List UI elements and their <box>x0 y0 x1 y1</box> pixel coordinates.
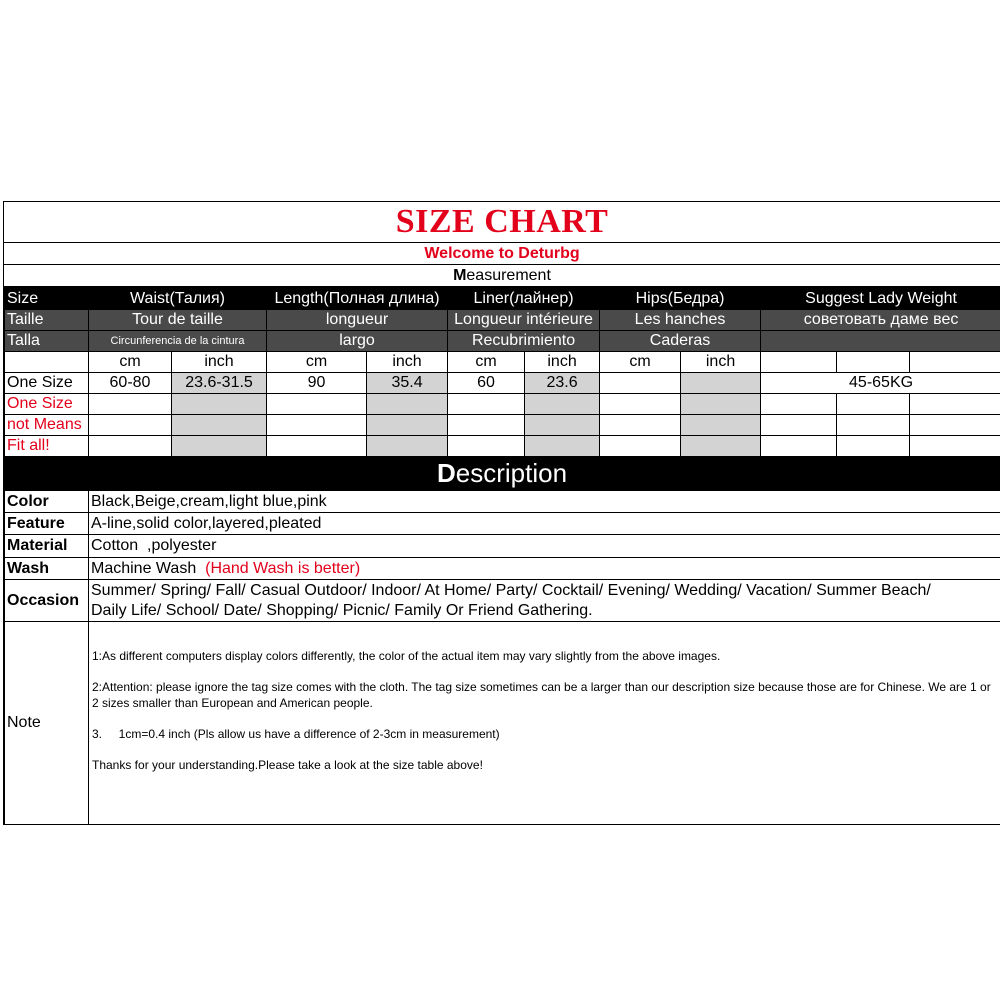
wash-row <box>5 558 1000 580</box>
empty-cell <box>761 415 837 436</box>
empty-cell <box>910 415 1000 436</box>
feature-value: A-line,solid color,layered,pleated <box>89 513 1000 535</box>
empty-row <box>5 415 1000 436</box>
color-label: Color <box>5 491 89 513</box>
empty-cell <box>837 436 910 457</box>
french-hips: Les hanches <box>600 310 761 331</box>
hips-inch-value <box>681 373 761 394</box>
measurement-heading <box>4 265 1000 287</box>
measurement-rest: easurement <box>466 266 551 284</box>
description-initial: D <box>436 457 456 488</box>
empty-cell <box>448 415 525 436</box>
measurement-table <box>4 287 1000 457</box>
welcome-banner: Welcome to Deturbg <box>4 243 1000 265</box>
empty-cell <box>910 436 1000 457</box>
description-heading <box>4 457 1000 490</box>
empty-cell <box>172 436 267 457</box>
spanish-weight <box>761 331 1000 352</box>
spanish-hips: Caderas <box>600 331 761 352</box>
french-row <box>5 310 1000 331</box>
empty-cell <box>367 415 448 436</box>
empty-cell <box>600 436 681 457</box>
measurement-initial: M <box>453 266 467 284</box>
empty-cell <box>448 436 525 457</box>
occasion-row <box>5 580 1000 622</box>
unit-cm: cm <box>89 352 172 373</box>
fit-note-line: Fit all! <box>5 436 89 457</box>
color-row <box>5 491 1000 513</box>
unit-cm: cm <box>600 352 681 373</box>
unit-inch: inch <box>525 352 600 373</box>
empty-cell <box>600 394 681 415</box>
liner-cm-value: 60 <box>448 373 525 394</box>
description-table <box>4 490 1000 825</box>
fit-note-line: not Means <box>5 415 89 436</box>
empty-cell <box>761 436 837 457</box>
note-paragraph: 3. 1cm=0.4 inch (Pls allow us have a difference of 2-3cm in measurement) <box>92 727 500 741</box>
spanish-waist: Circunferencia de la cintura <box>89 331 267 352</box>
unit-inch: inch <box>367 352 448 373</box>
empty-cell <box>448 394 525 415</box>
empty-cell <box>367 394 448 415</box>
material-value <box>89 535 1000 558</box>
empty-cell <box>367 436 448 457</box>
french-weight: советовать даме вес <box>761 310 1000 331</box>
occasion-line: Summer/ Spring/ Fall/ Casual Outdoor/ Indoor/ At Home/ Party/ Cocktail/ Evening/ Wedding/ Vacation/ Summer Beach/ <box>91 581 931 599</box>
occasion-value <box>89 580 1000 622</box>
empty-cell <box>89 415 172 436</box>
weight-blank <box>910 352 1000 373</box>
occasion-label: Occasion <box>5 580 89 622</box>
feature-label: Feature <box>5 513 89 535</box>
wash-hint: (Hand Wash is better) <box>205 559 361 577</box>
header-length: Length(Полная длина) <box>267 288 448 310</box>
empty-cell <box>600 415 681 436</box>
liner-inch-value: 23.6 <box>525 373 600 394</box>
wash-value <box>89 558 1000 580</box>
length-inch-value: 35.4 <box>367 373 448 394</box>
size-label: One Size <box>5 373 89 394</box>
empty-cell <box>525 394 600 415</box>
material-row <box>5 535 1000 558</box>
empty-row <box>5 436 1000 457</box>
empty-cell <box>525 436 600 457</box>
note-paragraph: Thanks for your understanding.Please take a look at the size table above! <box>92 758 483 772</box>
hips-cm-value <box>600 373 681 394</box>
french-waist: Tour de taille <box>89 310 267 331</box>
feature-row <box>5 513 1000 535</box>
note-label: Note <box>5 622 89 825</box>
color-value: Black,Beige,cream,light blue,pink <box>89 491 1000 513</box>
weight-blank <box>837 352 910 373</box>
weight-blank <box>761 352 837 373</box>
empty-row <box>5 394 1000 415</box>
header-size: Size <box>5 288 89 310</box>
header-liner: Liner(лайнер) <box>448 288 600 310</box>
empty-cell <box>681 436 761 457</box>
material-cotton: Cotton <box>91 537 139 554</box>
french-liner: Longueur intérieure <box>448 310 600 331</box>
empty-cell <box>525 415 600 436</box>
chart-title: SIZE CHART <box>4 202 1000 243</box>
empty-cell <box>172 415 267 436</box>
spanish-liner: Recubrimiento <box>448 331 600 352</box>
empty-cell <box>172 394 267 415</box>
waist-inch-value: 23.6-31.5 <box>172 373 267 394</box>
description-rest: escription <box>455 457 568 488</box>
empty-cell <box>761 394 837 415</box>
wash-method: Machine Wash <box>91 559 197 577</box>
occasion-line: Daily Life/ School/ Date/ Shopping/ Picnic/ Family Or Friend Gathering. <box>91 601 593 619</box>
size-chart <box>3 201 1000 825</box>
empty-cell <box>267 415 367 436</box>
empty-cell <box>837 394 910 415</box>
spanish-size: Talla <box>5 331 89 352</box>
spanish-row <box>5 331 1000 352</box>
empty-cell <box>89 394 172 415</box>
material-polyester: ,polyester <box>147 537 217 554</box>
note-row <box>5 622 1000 825</box>
empty-cell <box>837 415 910 436</box>
unit-inch: inch <box>681 352 761 373</box>
material-label: Material <box>5 535 89 558</box>
empty-cell <box>267 436 367 457</box>
header-hips: Hips(Бедра) <box>600 288 761 310</box>
spanish-length: largo <box>267 331 448 352</box>
wash-label: Wash <box>5 558 89 580</box>
size-row-one-size <box>5 373 1000 394</box>
units-blank <box>5 352 89 373</box>
unit-inch: inch <box>172 352 267 373</box>
empty-cell <box>910 394 1000 415</box>
header-waist: Waist(Талия) <box>89 288 267 310</box>
header-row <box>5 288 1000 310</box>
note-paragraph: 1:As different computers display colors differently, the color of the actual item may vary slightly from the above images. <box>92 649 721 663</box>
note-paragraph: 2:Attention: please ignore the tag size comes with the cloth. The tag size sometimes can be a larger than our description size because those are for Chinese. We are 1 or 2 sizes smaller than European and American people. <box>92 680 991 710</box>
empty-cell <box>267 394 367 415</box>
fit-note-line: One Size <box>5 394 89 415</box>
note-content <box>89 622 1000 825</box>
empty-cell <box>89 436 172 457</box>
empty-cell <box>681 394 761 415</box>
unit-cm: cm <box>448 352 525 373</box>
unit-cm: cm <box>267 352 367 373</box>
units-row <box>5 352 1000 373</box>
weight-value: 45-65KG <box>761 373 1000 394</box>
header-weight: Suggest Lady Weight <box>761 288 1000 310</box>
empty-cell <box>681 415 761 436</box>
waist-cm-value: 60-80 <box>89 373 172 394</box>
french-size: Taille <box>5 310 89 331</box>
length-cm-value: 90 <box>267 373 367 394</box>
french-length: longueur <box>267 310 448 331</box>
